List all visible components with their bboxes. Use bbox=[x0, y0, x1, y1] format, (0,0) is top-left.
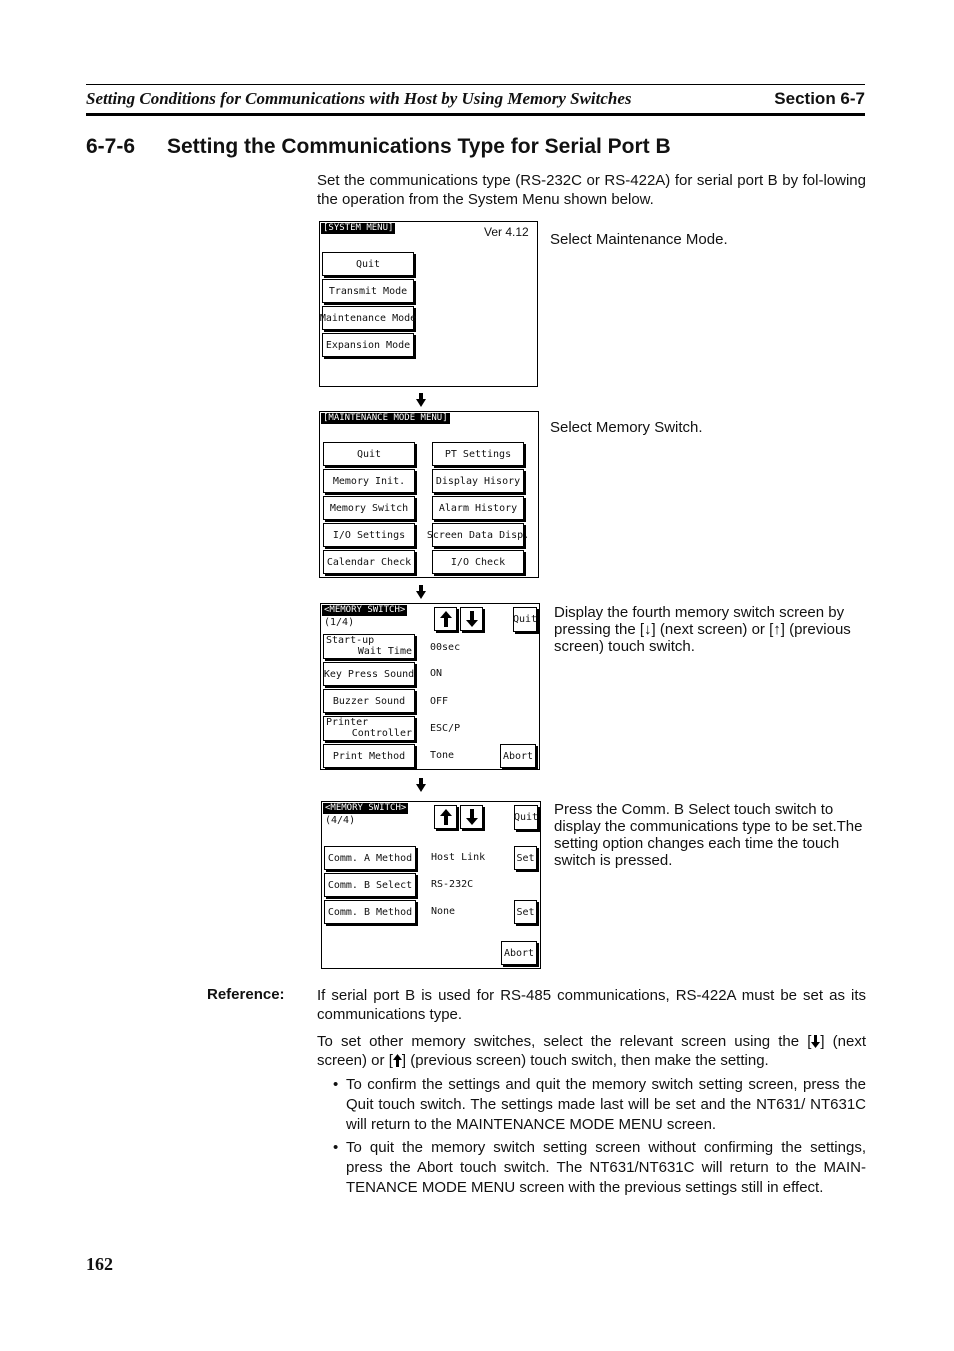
section-heading bbox=[86, 135, 671, 159]
screen-data-disp-button[interactable]: Screen Data Disp. bbox=[432, 523, 524, 547]
button-line-2: Wait Time bbox=[357, 646, 412, 657]
reference-text: If serial port B is used for RS-485 communications, RS-422A must be set as its communications type. bbox=[317, 987, 866, 1023]
step3-note: Display the fourth memory switch screen by pressing the [↓] (next screen) or [↑] (previous screen) touch switch. bbox=[554, 604, 851, 655]
key-press-sound-value: ON bbox=[430, 668, 443, 679]
maintenance-mode-button[interactable]: Maintenance Mode bbox=[322, 306, 414, 330]
button-line-1: Printer bbox=[326, 717, 369, 728]
io-check-button[interactable]: I/O Check bbox=[432, 550, 524, 574]
nav-text-1: To set other memory switches, select the relevant screen using the [ bbox=[317, 1033, 812, 1050]
memory-switch-screen-4 bbox=[321, 801, 541, 969]
arrow-down-icon bbox=[466, 809, 478, 825]
comm-a-method-value: Host Link bbox=[431, 852, 486, 863]
header-rule-top bbox=[86, 84, 865, 85]
display-history-button[interactable]: Display Hisory bbox=[432, 469, 524, 493]
bullet-text: To quit the memory switch setting screen without confirming the settings, press the Abort touch switch. The NT631/NT631C will return to the MAIN-TENANCE MODE MENU screen with the previous settings still in effect. bbox=[346, 1139, 866, 1196]
arrow-up-icon bbox=[393, 1054, 402, 1067]
transmit-mode-button[interactable]: Transmit Mode bbox=[322, 279, 414, 303]
section-number: 6-7-6 bbox=[86, 135, 136, 158]
comm-a-set-button[interactable]: Set bbox=[514, 846, 537, 870]
bullet-dot: • bbox=[333, 1139, 339, 1156]
io-settings-button[interactable]: I/O Settings bbox=[323, 523, 415, 547]
screen-title: <MEMORY SWITCH> bbox=[325, 803, 407, 813]
header-rule-bottom bbox=[86, 113, 865, 116]
comm-b-select-value: RS-232C bbox=[431, 879, 474, 890]
print-method-value: Tone bbox=[430, 750, 455, 761]
quit-button[interactable]: Quit bbox=[514, 805, 538, 830]
quit-button[interactable]: Quit bbox=[513, 607, 537, 632]
navigation-paragraph bbox=[317, 1032, 866, 1070]
comm-b-method-value: None bbox=[431, 906, 456, 917]
printer-controller-button[interactable] bbox=[323, 716, 415, 741]
print-method-button[interactable]: Print Method bbox=[323, 744, 415, 768]
key-press-sound-button[interactable]: Key Press Sound bbox=[323, 662, 415, 686]
quit-button[interactable]: Quit bbox=[322, 252, 414, 276]
pt-settings-button[interactable]: PT Settings bbox=[432, 442, 524, 466]
calendar-check-button[interactable]: Calendar Check bbox=[323, 550, 415, 574]
next-screen-button[interactable] bbox=[460, 607, 483, 631]
buzzer-sound-value: OFF bbox=[430, 696, 449, 707]
step2-note: Select Memory Switch. bbox=[550, 419, 703, 436]
comm-a-method-button[interactable]: Comm. A Method bbox=[324, 846, 416, 870]
running-header-title: Setting Conditions for Communications with Host by Using Memory Switches bbox=[86, 89, 632, 108]
comm-b-set-button[interactable]: Set bbox=[514, 900, 537, 924]
prev-screen-button[interactable] bbox=[434, 805, 457, 829]
expansion-mode-button[interactable]: Expansion Mode bbox=[322, 333, 414, 357]
running-header-section: Section 6-7 bbox=[774, 89, 865, 108]
alarm-history-button[interactable]: Alarm History bbox=[432, 496, 524, 520]
step4-note: Press the Comm. B Select touch switch to display the communications type to be set.The setting option changes each time the touch switch is pressed. bbox=[554, 801, 863, 869]
button-line-1: Start-up bbox=[326, 635, 375, 646]
memory-init-button[interactable]: Memory Init. bbox=[323, 469, 415, 493]
startup-wait-time-value: 00sec bbox=[430, 642, 461, 653]
version-label: Ver 4.12 bbox=[484, 225, 529, 239]
maintenance-menu-screen bbox=[319, 411, 539, 578]
arrow-up-icon bbox=[440, 809, 452, 825]
bullet-dot: • bbox=[333, 1076, 339, 1093]
buzzer-sound-button[interactable]: Buzzer Sound bbox=[323, 689, 415, 713]
system-menu-screen bbox=[319, 221, 538, 387]
nav-text-3: ] (previous screen) touch switch, then make the setting. bbox=[401, 1052, 769, 1069]
quit-button[interactable]: Quit bbox=[323, 442, 415, 466]
printer-controller-value: ESC/P bbox=[430, 723, 461, 734]
prev-screen-button[interactable] bbox=[434, 607, 457, 631]
memory-switch-button[interactable]: Memory Switch bbox=[323, 496, 415, 520]
arrow-down-icon bbox=[466, 611, 478, 627]
abort-button[interactable]: Abort bbox=[500, 744, 536, 768]
flow-arrow-icon bbox=[416, 393, 426, 407]
flow-arrow-icon bbox=[416, 778, 426, 792]
comm-b-select-button[interactable]: Comm. B Select bbox=[324, 873, 416, 897]
arrow-up-icon bbox=[440, 611, 452, 627]
screen-title: [MAINTENANCE MODE MENU] bbox=[323, 413, 448, 423]
bullet-text: To confirm the settings and quit the memory switch setting screen, press the Quit touch switch. The settings made last will be set and the NT631/ NT631C will return to the MAINTENANCE MODE MENU screen. bbox=[346, 1076, 866, 1133]
reference-label: Reference: bbox=[207, 986, 285, 1003]
button-line-2: Controller bbox=[351, 728, 412, 739]
abort-button[interactable]: Abort bbox=[501, 941, 537, 965]
page-number: 162 bbox=[86, 1254, 113, 1274]
bullet-abort bbox=[333, 1138, 866, 1198]
intro-paragraph: Set the communications type (RS-232C or RS-422A) for serial port B by fol-lowing the operation from the System Menu shown below. bbox=[317, 172, 866, 208]
startup-wait-time-button[interactable] bbox=[323, 634, 415, 659]
section-title: Setting the Communications Type for Serial Port B bbox=[167, 135, 671, 158]
screen-title: <MEMORY SWITCH> bbox=[324, 605, 406, 615]
page-indicator: (1/4) bbox=[324, 617, 355, 628]
memory-switch-screen-1 bbox=[320, 603, 540, 770]
bullet-quit bbox=[333, 1075, 866, 1135]
step1-note: Select Maintenance Mode. bbox=[550, 231, 728, 248]
screen-title: [SYSTEM MENU] bbox=[323, 223, 394, 233]
page-indicator: (4/4) bbox=[325, 815, 356, 826]
comm-b-method-button[interactable]: Comm. B Method bbox=[324, 900, 416, 924]
next-screen-button[interactable] bbox=[460, 805, 483, 829]
nav-text-2: ] (next screen) or [ bbox=[317, 1033, 866, 1069]
flow-arrow-icon bbox=[416, 585, 426, 599]
